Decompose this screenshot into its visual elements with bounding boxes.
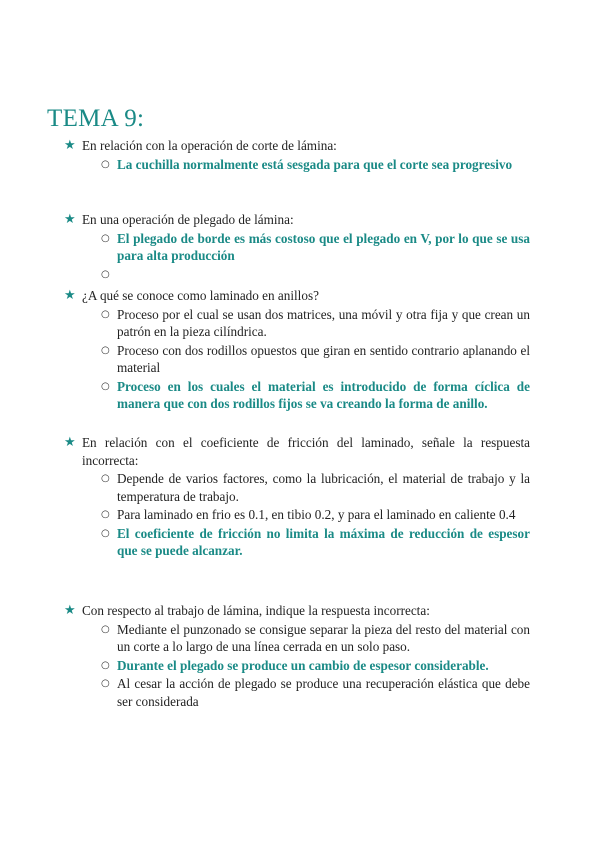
circle-bullet-icon: ○ <box>101 623 110 635</box>
question-4 <box>64 434 530 561</box>
question-1 <box>64 137 530 174</box>
circle-bullet-icon: ○ <box>101 380 110 392</box>
option-text: La cuchilla normalmente está sesgada para que el corte sea progresivo <box>117 156 513 172</box>
question-2 <box>64 211 530 284</box>
option-text: Para laminado en frio es 0.1, en tibio 0.2, y para el laminado en caliente 0.4 <box>117 507 516 522</box>
question-5 <box>64 602 530 711</box>
circle-bullet-icon: ○ <box>101 232 110 244</box>
option-item-empty <box>64 266 530 284</box>
star-bullet-icon: ★ <box>64 288 76 303</box>
circle-bullet-icon: ○ <box>101 473 110 484</box>
options-list <box>64 306 530 413</box>
star-bullet-icon: ★ <box>64 435 76 450</box>
circle-bullet-icon: ○ <box>101 344 110 356</box>
option-text: Proceso por el cual se usan dos matrices, una móvil y otra fija y que crean un patrón en la pieza cilíndrica. <box>117 306 530 339</box>
options-list <box>64 156 530 174</box>
question-text: En relación con el coeficiente de fricción del laminado, señale la respuesta incorrecta: <box>82 435 530 468</box>
option-text: Al cesar la acción de plegado se produce una recuperación elástica que debe ser considerada <box>117 676 530 709</box>
circle-bullet-icon: ○ <box>101 527 110 539</box>
option-text: El plegado de borde es más costoso que el plegado en V, por lo que se usa para alta producción <box>117 230 530 263</box>
option-item <box>64 506 530 524</box>
circle-bullet-icon: ○ <box>101 509 110 520</box>
options-list <box>64 621 530 711</box>
option-item <box>64 675 530 710</box>
option-item <box>64 470 530 505</box>
option-item <box>64 657 530 675</box>
question-3 <box>64 287 530 414</box>
page-title: TEMA 9: <box>47 105 145 132</box>
question-text: En una operación de plegado de lámina: <box>82 212 294 227</box>
option-item <box>64 525 530 560</box>
option-item <box>64 230 530 265</box>
option-text: Proceso en los cuales el material es introducido de forma cíclica de manera que con dos rodillos fijos se va creando la forma de anillo. <box>117 378 530 411</box>
option-item <box>64 156 530 174</box>
option-item <box>64 342 530 377</box>
circle-bullet-icon: ○ <box>101 268 110 280</box>
option-text: Mediante el punzonado se consigue separar la pieza del resto del material con un corte a lo largo de una línea cerrada en un solo paso. <box>117 621 530 654</box>
circle-bullet-icon: ○ <box>101 308 110 320</box>
star-bullet-icon: ★ <box>64 138 76 153</box>
option-item <box>64 621 530 656</box>
option-item <box>64 378 530 413</box>
question-text: En relación con la operación de corte de lámina: <box>82 138 337 153</box>
star-bullet-icon: ★ <box>64 212 76 227</box>
circle-bullet-icon: ○ <box>101 678 110 689</box>
options-list <box>64 230 530 284</box>
option-item <box>64 306 530 341</box>
option-text: Proceso con dos rodillos opuestos que giran en sentido contrario aplanando el material <box>117 342 530 375</box>
option-text: Durante el plegado se produce un cambio de espesor considerable. <box>117 657 489 673</box>
question-text: ¿A qué se conoce como laminado en anillos? <box>82 288 319 303</box>
options-list <box>64 470 530 560</box>
question-text: Con respecto al trabajo de lámina, indique la respuesta incorrecta: <box>82 603 430 618</box>
star-bullet-icon: ★ <box>64 603 76 618</box>
option-text: El coeficiente de fricción no limita la máxima de reducción de espesor que se puede alcanzar. <box>117 525 530 558</box>
circle-bullet-icon: ○ <box>101 659 110 671</box>
circle-bullet-icon: ○ <box>101 158 110 170</box>
option-text: Depende de varios factores, como la lubricación, el material de trabajo y la temperatura de trabajo. <box>117 471 530 504</box>
